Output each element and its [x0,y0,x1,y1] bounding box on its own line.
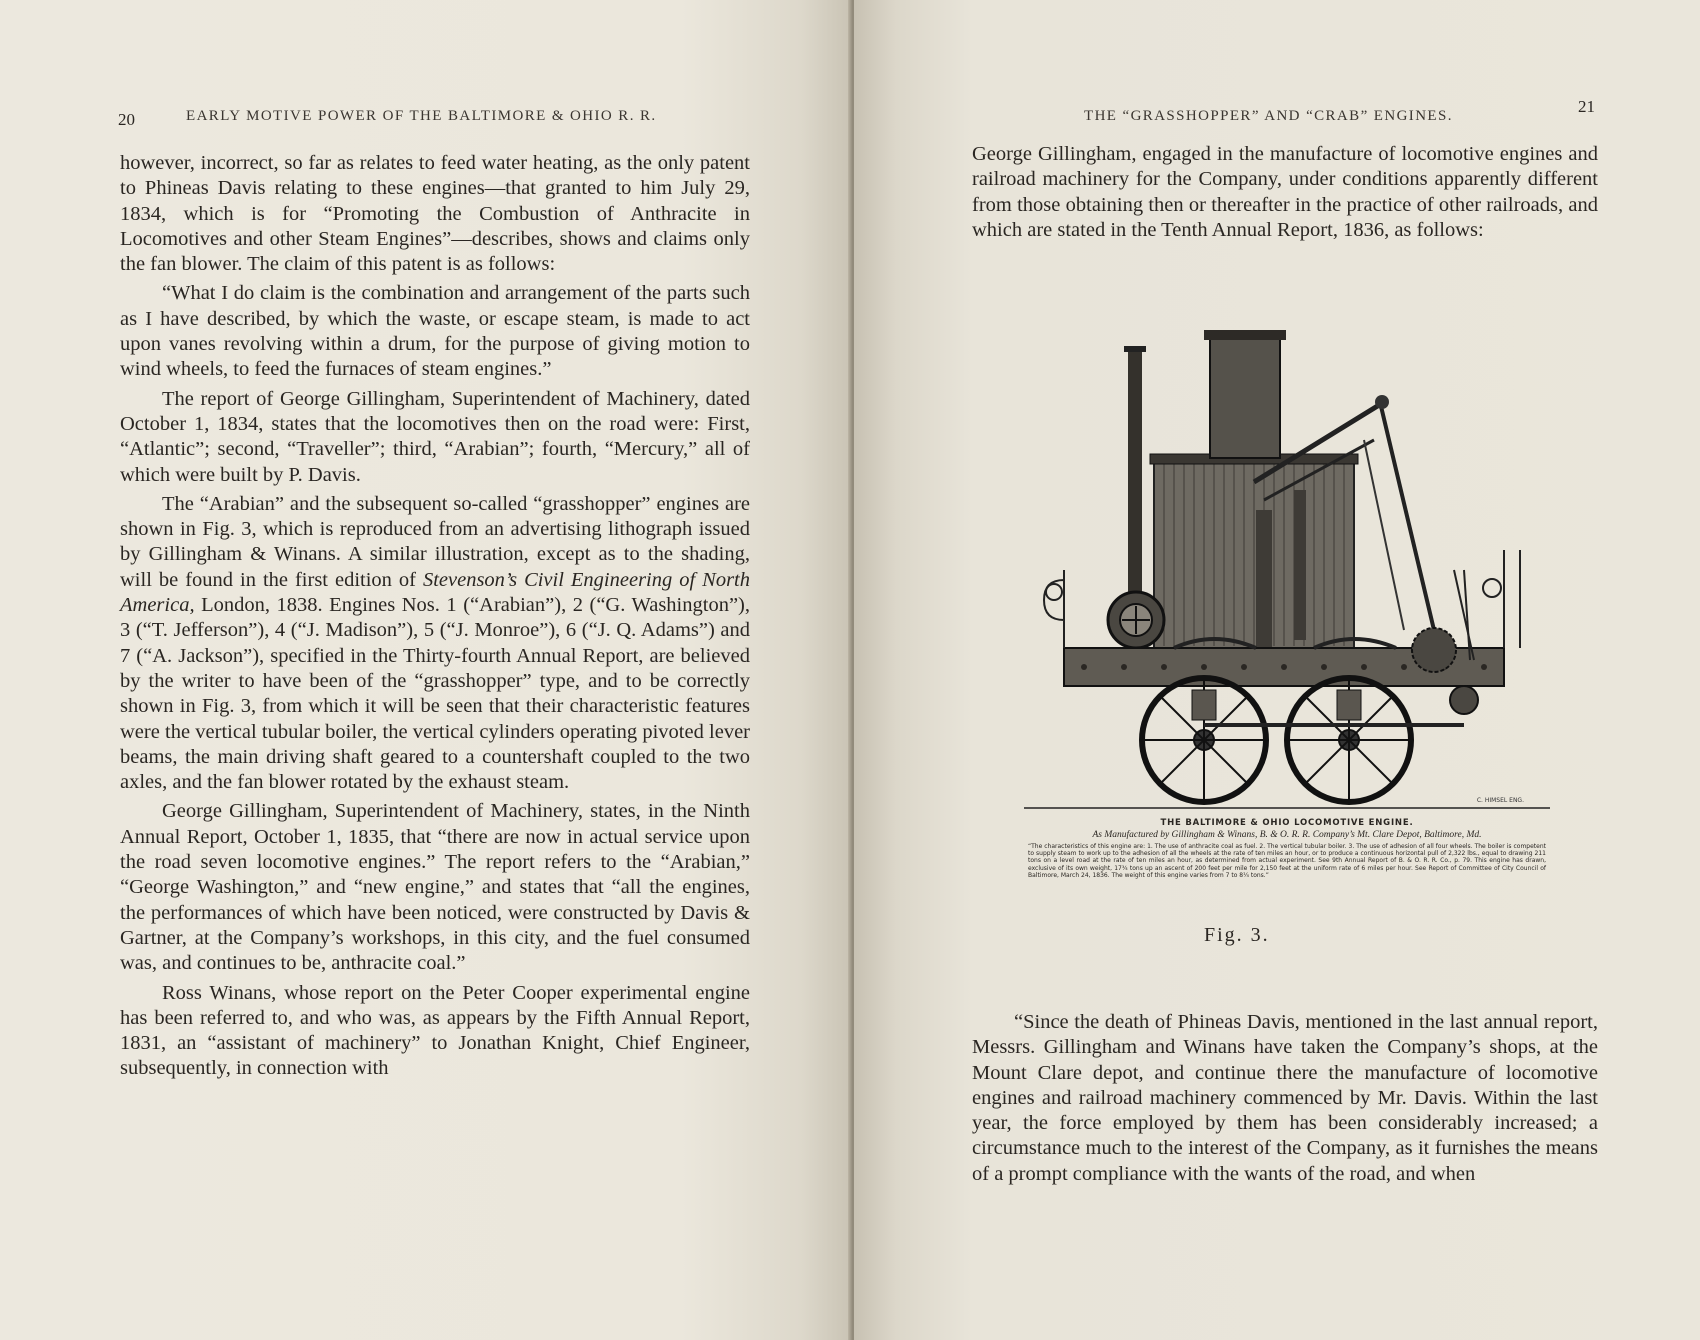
figure-label: Fig. 3. [1204,924,1270,946]
right-top-text [972,142,1598,247]
paragraph: The report of George Gillingham, Superintendent of Machinery, dated October 1, 1834, states that the locomotives then on the road were: First, “Atlantic”; second, “Traveller”; third, “Arabian”; fourth, “Mercury,” all of which were built by P. Davis. [120,387,750,486]
paragraph: Ross Winans, whose report on the Peter Cooper experimental engine has been referred to, and who was, as appears by the Fifth Annual Report, 1831, an “assistant of machinery” to Jonathan Knight, Chief Engineer, subsequently, in connection with [120,981,750,1080]
right-bottom-text [972,1010,1598,1191]
locomotive-engraving [1024,330,1550,812]
paragraph: however, incorrect, so far as relates to feed water heating, as the only patent to Phineas Davis relating to these engines—that granted to him July 29, 1834, which is for “Promoting the Combustion of Anthracite in Locomotives and other Steam Engines”—describes, shows and claims only the fan blower. The claim of this patent is as follows: [120,152,750,276]
locomotive-figure [1024,330,1550,879]
paragraph: George Gillingham, Superintendent of Machinery, states, in the Ninth Annual Report, October 1, 1835, that “there are now in actual service upon the road seven locomotive engines.” The report refers to the “Arabian,” “George Washington,” and “new engine,” and states that “all the engines, the performances of which have been noticed, were constructed by Davis & Gartner, at the Company’s workshops, in this city, and the fuel consumed was, and continues to be, anthracite coal.” [120,800,750,975]
figure-subtitle: As Manufactured by Gillingham & Winans, B. & O. R. R. Company’s Mt. Clare Depot, Baltimore, Md. [1092,830,1482,840]
right-running-head: THE “GRASSHOPPER” AND “CRAB” ENGINES. [1084,108,1453,124]
figure-note: “The characteristics of this engine are: 1. The use of anthracite coal as fuel. 2. The vertical tubular boiler. 3. The use of adhesion of all four wheels. The boiler is competent to supply steam to work up to the adhesion of all the wheels at the rate of ten miles an hour, or to produce a continuous horizontal pull of 2,322 lbs., equal to drawing 211 tons on a level road at the rate of ten miles an hour, as determined from actual experiment. See 9th Annual Report of B. & O. R. R. Co., p. 79. This engine has drawn, exclusive of its own weight, 17¾ tons up an ascent of 200 feet per mile for 2,150 feet at the uniform rate of 6 miles per hour. See Report of Committee of City Council of Baltimore, March 24, 1836. The weight of this engine varies from 7 to 8¼ tons.” [1028,843,1546,879]
right-page-number: 21 [1578,97,1595,116]
left-page-number: 20 [118,110,135,129]
paragraph-fig-part: London, 1838. Engines Nos. 1 (“Arabian”), 2 (“G. Washington”), 3 (“T. Jefferson”), 4 (“J. Madison”), 5 (“J. Monroe”), 6 (“J. Q. Adams”) and 7 (“A. Jackson”), specified in the Thirty-fourth Annual Report, are believed by the writer to have been of the “grasshopper” type, and to be correctly shown in Fig. 3, from which it will be seen that their characteristic features were the vertical tubular boiler, the vertical cylinders operating pivoted lever beams, the main driving shaft geared to a countershaft coupled to the two axles, and the fan blower rotated by the exhaust steam. [120,594,750,794]
engraver-signature: C. HIMSEL ENG. [1476,797,1524,804]
figure-title: THE BALTIMORE & OHIO LOCOMOTIVE ENGINE. [1160,818,1414,828]
paragraph: “What I do claim is the combination and arrangement of the parts such as I have described, by which the waste, or escape steam, is made to act upon vanes revolving within a drum, for the purpose of giving motion to wind wheels, to feed the furnaces of steam engines.” [120,282,750,381]
left-body-text [120,151,750,1086]
left-running-head: EARLY MOTIVE POWER OF THE BALTIMORE & OHIO R. R. [186,108,657,124]
right-page [854,0,1700,1340]
paragraph-fig-part: The “Arabian” and the subsequent so-called “grasshopper” engines are shown in Fig. 3, which is reproduced from an advertising lithograph issued by Gillingham & Winans. A similar illustration, except as to the shading, will be found in the first edition of [120,492,750,591]
paragraph-fig-reference [120,492,750,796]
paragraph: George Gillingham, engaged in the manufacture of locomotive engines and railroad machinery for the Company, under conditions apparently different from those obtaining then or thereafter in the practice of other railroads, and which are stated in the Tenth Annual Report, 1836, as follows: [972,143,1598,241]
book-title: Stevenson’s Civil Engineering of North America, [120,568,751,617]
paragraph: “Since the death of Phineas Davis, mentioned in the last annual report, Messrs. Gillingham and Winans have taken the Company’s shops, at the Mount Clare depot, and continue there the manufacture of locomotive engines and railroad machinery commenced by Mr. Davis. Within the last year, the force employed by them has been considerably increased; a circumstance much to the interest of the Company, as it furnishes the means of a prompt compliance with the wants of the road, and when [972,1011,1598,1185]
